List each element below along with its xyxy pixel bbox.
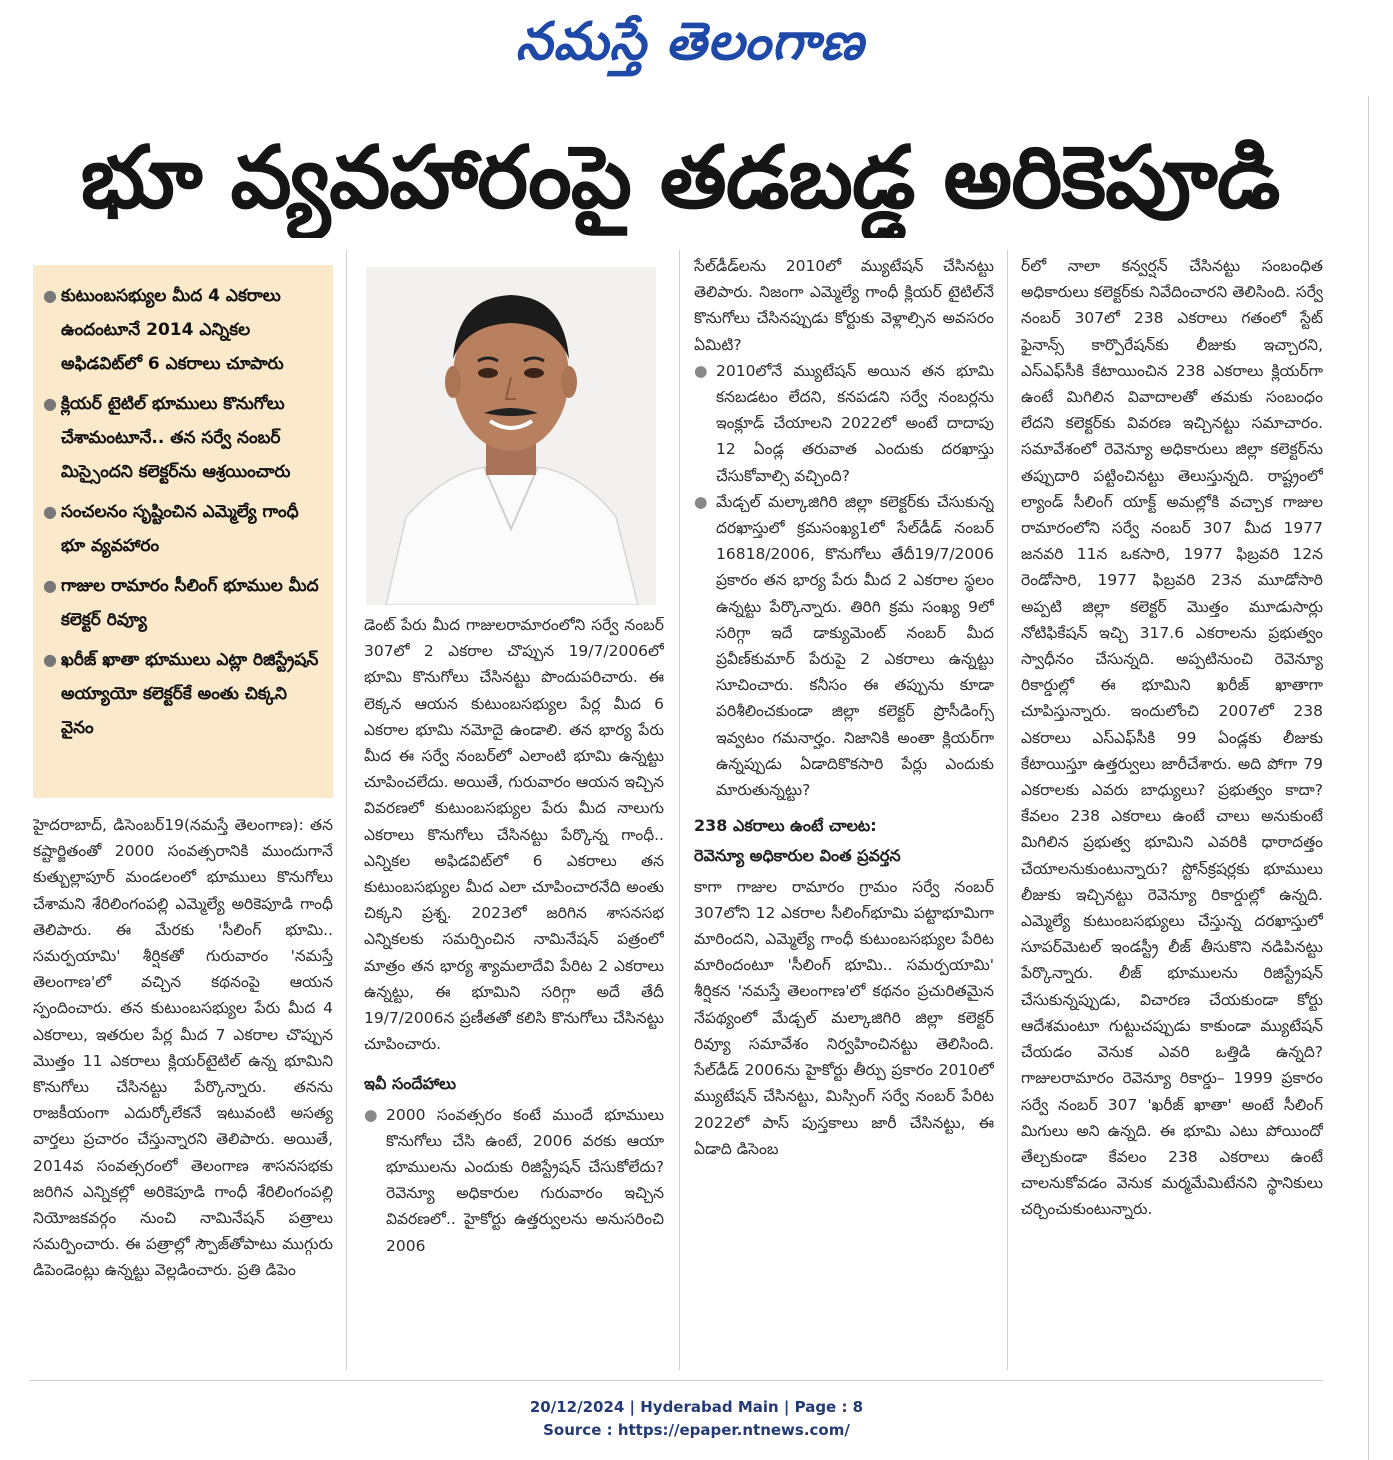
subheading: ఇవీ సందేహాలు <box>364 1074 457 1094</box>
bullet-icon: ● <box>43 502 57 521</box>
highlights-box <box>33 265 333 798</box>
bullet-icon: ● <box>43 650 57 669</box>
bullet-icon: ● <box>364 1105 378 1124</box>
article-paragraph: ర్‌లో నాలా కన్వర్షన్ చేసినట్టు సంబంధిత అధికారులు కలెక్టర్‌కు నివేదించారని తెలిసింది. సర్వే నంబర్ 307లో 238 ఎకరాలు గతంలో స్టేట్ ఫైనాన్స్ కార్పొరేషన్‌కు లీజుకు ఇచ్చారని, ఎస్‌ఎఫ్‌సీకి కేటాయించిన 238 ఎకరాలు క్లియర్‌గా ఉంటే మిగిలిన వివాదాలతో తమకు సంబంధం లేదని కలెక్టర్‌కు వివరణ ఇచ్చినట్టు సమాచారం. సమావేశంలో రెవెన్యూ అధికారులు జిల్లా కలెక్టర్‌ను తప్పుదారి పట్టించినట్టు తెలుస్తున్నది. రాష్ట్రంలో ల్యాండ్ సీలింగ్ యాక్ట్ అమల్లోకి వచ్చాక గాజుల రామారంలోని సర్వే నంబర్ 307 మీద 1977 జనవరి 11న ఒకసారి, 1977 ఫిబ్రవరి 12న రెండోసారి, 1977 ఫిబ్రవరి 23న మూడోసారి అప్పటి జిల్లా కలెక్టర్ మొత్తం మూడుసార్లు నోటిఫికేషన్ ఇచ్చి 317.6 ఎకరాలను ప్రభుత్వం స్వాధీనం చేసున్నది. అప్పటినుంచి రెవెన్యూ రికార్డుల్లో ఈ భూమిని ఖరీజ్ ఖాతాగా చూపిస్తున్నారు. ఇందులోంచి 2007లో 238 ఎకరాలు ఎస్‌ఎఫ్‌సీకి 99 ఏండ్లకు లీజుకు కేటాయిస్తూ ఉత్తర్వులు జారీచేశారు. అది పోగా 79 ఎకరాలకు ఎవరు బాధ్యులు? ప్రభుత్వం కాదా? కేవలం 238 ఎకరాలు ఉంటే చాలు అనుకుంటే మిగిలిన ప్రభుత్వ భూమిని ఎవరికి ధారాదత్తం చేయాలనుకుంటున్నారు? స్టోన్‌క్రషర్లకు భూములు లీజుకు ఇచ్చినట్టు రెవెన్యూ రికార్డుల్లో ఉన్నది. ఎమ్మెల్యే కుటుంబసభ్యులు చేస్తున్న దరఖాస్తులో సూపర్‌మెటల్ ఇండస్ట్రీ లీజ్ తీసుకొని నడిపినట్టు పేర్కొన్నారు. లీజ్ భూములను రిజిస్ట్రేషన్ చేసుకున్నప్పుడు, విచారణ చేయకుండా కోర్టు ఆదేశమంటూ గుట్టుచప్పుడు కాకుండా మ్యుటేషన్ చేయడం వెనుక ఎవరి ఒత్తిడి ఉన్నది? గాజులరామారం రెవెన్యూ రికార్డు– 1999 ప్రకారం సర్వే నంబర్ 307 'ఖరీజ్ ఖాతా' అంటే సీలింగ్ మిగులు అని ఉన్నది. ఈ భూమి ఎటు పోయిందో తేల్చకుండా కేవలం 238 ఎకరాలు ఉంటే చాలనుకోవడం వెనుక మర్మమేమిటేనని స్థానికులు చర్చించుకుంటున్నారు. <box>1021 257 1323 1219</box>
article-column-3 <box>694 253 994 1373</box>
article-column-2 <box>364 612 664 1377</box>
headline: భూ వ్యవహారంపై తడబడ్డ అరికెపూడి <box>80 128 1280 228</box>
footer-edition-info: 20/12/2024 | Hyderabad Main | Page : 8 <box>529 1398 864 1416</box>
article-column-1 <box>33 812 333 1372</box>
bullet-item: ● మేడ్చల్ మల్కాజిగిరి జిల్లా కలెక్టర్‌కు చేసుకున్న దరఖాస్తులో క్రమసంఖ్య1లో సేల్‌డీడ్ నంబర్ 16818/2006, కొనుగోలు తేదీ19/7/2006 ప్రకారం తన భార్య పేరు మీద 2 ఎకరాల స్థలం ఉన్నట్టు పేర్కొన్నారు. తిరిగి క్రమ సంఖ్య 9లో సరిగ్గా ఇదే డాక్యుమెంట్ నంబర్ మీద ప్రవీణ్‌కుమార్ పేరుపై 2 ఎకరాలు ఉన్నట్టు సూచించారు. కనీసం ఈ తప్పును కూడా పరిశీలించకుండా జిల్లా కలెక్టర్ ప్రొసీడింగ్స్ ఇవ్వటం గమనార్హం. నిజానికి అంతా క్లియర్‌గా ఉన్నప్పుడు ఏడాదికొకసారి పేర్లు ఎందుకు మారుతున్నట్టు? <box>694 489 994 803</box>
bullet-item: ● 2010లోనే మ్యుటేషన్ అయిన తన భూమి కనబడటం లేదని, కనపడని సర్వే నంబర్లను ఇంక్లూడ్ చేయాలని 2022లో అంటే దాదాపు 12 ఏండ్ల తరువాత ఎందుకు దరఖాస్తు చేసుకోవాల్సి వచ్చింది? <box>694 358 994 489</box>
subheading: 238 ఎకరాలు ఉంటే చాలట: <box>694 816 877 836</box>
bullet-item: ● 2000 సంవత్సరం కంటే ముందే భూములు కొనుగోలు చేసి ఉంటే, 2006 వరకు ఆయా భూములను ఎందుకు రిజిస్ట్రేషన్ చేసుకోలేదు? రెవెన్యూ అధికారుల గురువారం ఇచ్చిన వివరణలో.. హైకోర్టు ఉత్తర్వులను అనుసరించి 2006 <box>364 1102 664 1259</box>
article-column-4 <box>1021 253 1323 1368</box>
bullet-icon: ● <box>694 361 708 380</box>
highlight-item: ● క్లియర్ టైటిల్ భూములు కొనుగోలు చేశామంటూనే.. తన సర్వే నంబర్ మిస్సైందని కలెక్టర్‌ను ఆశ్రయించారు <box>43 387 325 489</box>
bullet-icon: ● <box>43 576 57 595</box>
footer-divider <box>30 1380 1323 1381</box>
article-paragraph: సేల్‌డీడ్‌లను 2010లో మ్యుటేషన్ చేసినట్టు తెలిపారు. నిజంగా ఎమ్మెల్యే గాంధీ క్లియర్ టైటిల్‌నే కొనుగోలు చేసినప్పుడు కోర్టుకు వెళ్లాల్సిన అవసరం ఏమిటి? <box>694 257 994 354</box>
politician-photo <box>366 267 656 605</box>
bullet-icon: ● <box>43 286 57 305</box>
bullet-icon: ● <box>43 394 57 413</box>
highlight-item: ● ఖరీజ్ ఖాతా భూములు ఎట్లా రిజిస్ట్రేషన్ అయ్యాయో కలెక్టర్‌కే అంతు చిక్కని వైనం <box>43 643 325 745</box>
masthead-logo: నమస్తే తెలంగాణ <box>515 11 865 72</box>
article-paragraph: హైదరాబాద్, డిసెంబర్19(నమస్తే తెలంగాణ): తన కష్టార్జితంతో 2000 సంవత్సరానికి ముందుగానే కుత్బుల్లాపూర్ మండలంలో భూములు కొనుగోలు చేశామని శేరిలింగంపల్లి ఎమ్మెల్యే అరికెపూడి గాంధీ తెలిపారు. ఈ మేరకు 'సీలింగ్ భూమి.. సమర్పయామి' శీర్షికతో గురువారం 'నమస్తే తెలంగాణ'లో వచ్చిన కథనంపై ఆయన స్పందించారు. తన కుటుంబసభ్యుల పేరు మీద 4 ఎకరాలు, ఇతరుల పేర్ల మీద 7 ఎకరాల చొప్పున మొత్తం 11 ఎకరాలు క్లియర్‌టైటిల్ ఉన్న భూమిని కొనుగోలు చేసినట్టు పేర్కొన్నారు. తనను రాజకీయంగా ఎదుర్కోలేకనే ఇటువంటి అసత్య వార్తలు ప్రచారం చేస్తున్నారని తెలిపారు. అయితే, 2014వ సంవత్సరంలో తెలంగాణ శాసనసభకు జరిగిన ఎన్నికల్లో అరికెపూడి గాంధీ శేరిలింగంపల్లి నియోజకవర్గం నుంచి నామినేషన్ పత్రాలు సమర్పించారు. ఈ పత్రాల్లో స్పౌజ్‌తోపాటు ముగ్గురు డిపెండెంట్లు ఉన్నట్టు వెల్లడించారు. ప్రతి డిపెం <box>33 816 333 1280</box>
footer-source-link[interactable]: Source : https://epaper.ntnews.com/ <box>543 1421 850 1439</box>
bullet-icon: ● <box>694 492 708 511</box>
article-paragraph: కాగా గాజుల రామారం గ్రామం సర్వే నంబర్ 307లోని 12 ఎకరాల సీలింగ్‌భూమి పట్టాభూమిగా మారిందని, ఎమ్మెల్యే గాంధీ కుటుంబసభ్యుల పేరిట మారిందంటూ 'సీలింగ్ భూమి.. సమర్పయామి' శీర్షికన 'నమస్తే తెలంగాణ'లో కథనం ప్రచురితమైన నేపథ్యంలో మేడ్చల్ మల్కాజిగిరి జిల్లా కలెక్టర్ రివ్యూ సమావేశం నిర్వహించినట్టు తెలిసింది. సేల్‌డీడ్ 2006ను హైకోర్టు తీర్పు ప్రకారం 2010లో మ్యుటేషన్ చేసినట్టు, మిస్సింగ్ సర్వే నంబర్ పేరిట 2022లో పాస్ పుస్తకాలు జారీ చేసినట్టు, ఈ ఏడాది డిసెంబ <box>694 877 994 1158</box>
column-divider <box>346 250 347 1370</box>
portrait-image <box>366 267 656 605</box>
subheading: రెవెన్యూ అధికారుల వింత ప్రవర్తన <box>694 846 901 866</box>
highlight-item: ● సంచలనం సృష్టించిన ఎమ్మెల్యే గాంధీ భూ వ్యవహారం <box>43 495 325 563</box>
column-divider <box>679 250 680 1370</box>
highlight-item: ● గాజుల రామారం సీలింగ్ భూముల మీద కలెక్టర్ రివ్యూ <box>43 569 325 637</box>
highlight-item: ● కుటుంబసభ్యుల మీద 4 ఎకరాలు ఉందంటూనే 2014 ఎన్నికల అఫిడవిట్‌లో 6 ఎకరాలు చూపారు <box>43 279 325 381</box>
article-paragraph: డెంట్ పేరు మీద గాజులరామారంలోని సర్వే నంబర్ 307లో 2 ఎకరాల చొప్పున 19/7/2006లో భూమి కొనుగోలు చేసినట్టు పొందుపరిచారు. ఈ లెక్కన ఆయన కుటుంబసభ్యుల పేర్ల మీద 6 ఎకరాల భూమి నమోదై ఉండాలి. తన భార్య పేరు మీద ఈ సర్వే నంబర్‌లో ఎలాంటి భూమి ఉన్నట్టు చూపించలేదు. అయితే, గురువారం ఆయన ఇచ్చిన వివరణలో కుటుంబసభ్యుల పేరు మీద నాలుగు ఎకరాలు కొనుగోలు చేసినట్టు పేర్కొన్న గాంధీ.. ఎన్నికల అఫిడవిట్‌లో 6 ఎకరాలు తన కుటుంబసభ్యుల మీద ఎలా చూపించారనేది అంతు చిక్కని ప్రశ్న. 2023లో జరిగిన శాసనసభ ఎన్నికలకు సమర్పించిన నామినేషన్ పత్రంలో మాత్రం తన భార్య శ్యామలాదేవి పేరిట 2 ఎకరాలు ఉన్నట్టు, ఈ భూమిని సరిగ్గా అదే తేదీ 19/7/2006న ప్రణీతతో కలిసి కొనుగోలు చేసినట్టు చూపించారు. <box>364 616 664 1054</box>
column-divider <box>1007 250 1008 1370</box>
adjacent-article-strip <box>1368 96 1393 1460</box>
